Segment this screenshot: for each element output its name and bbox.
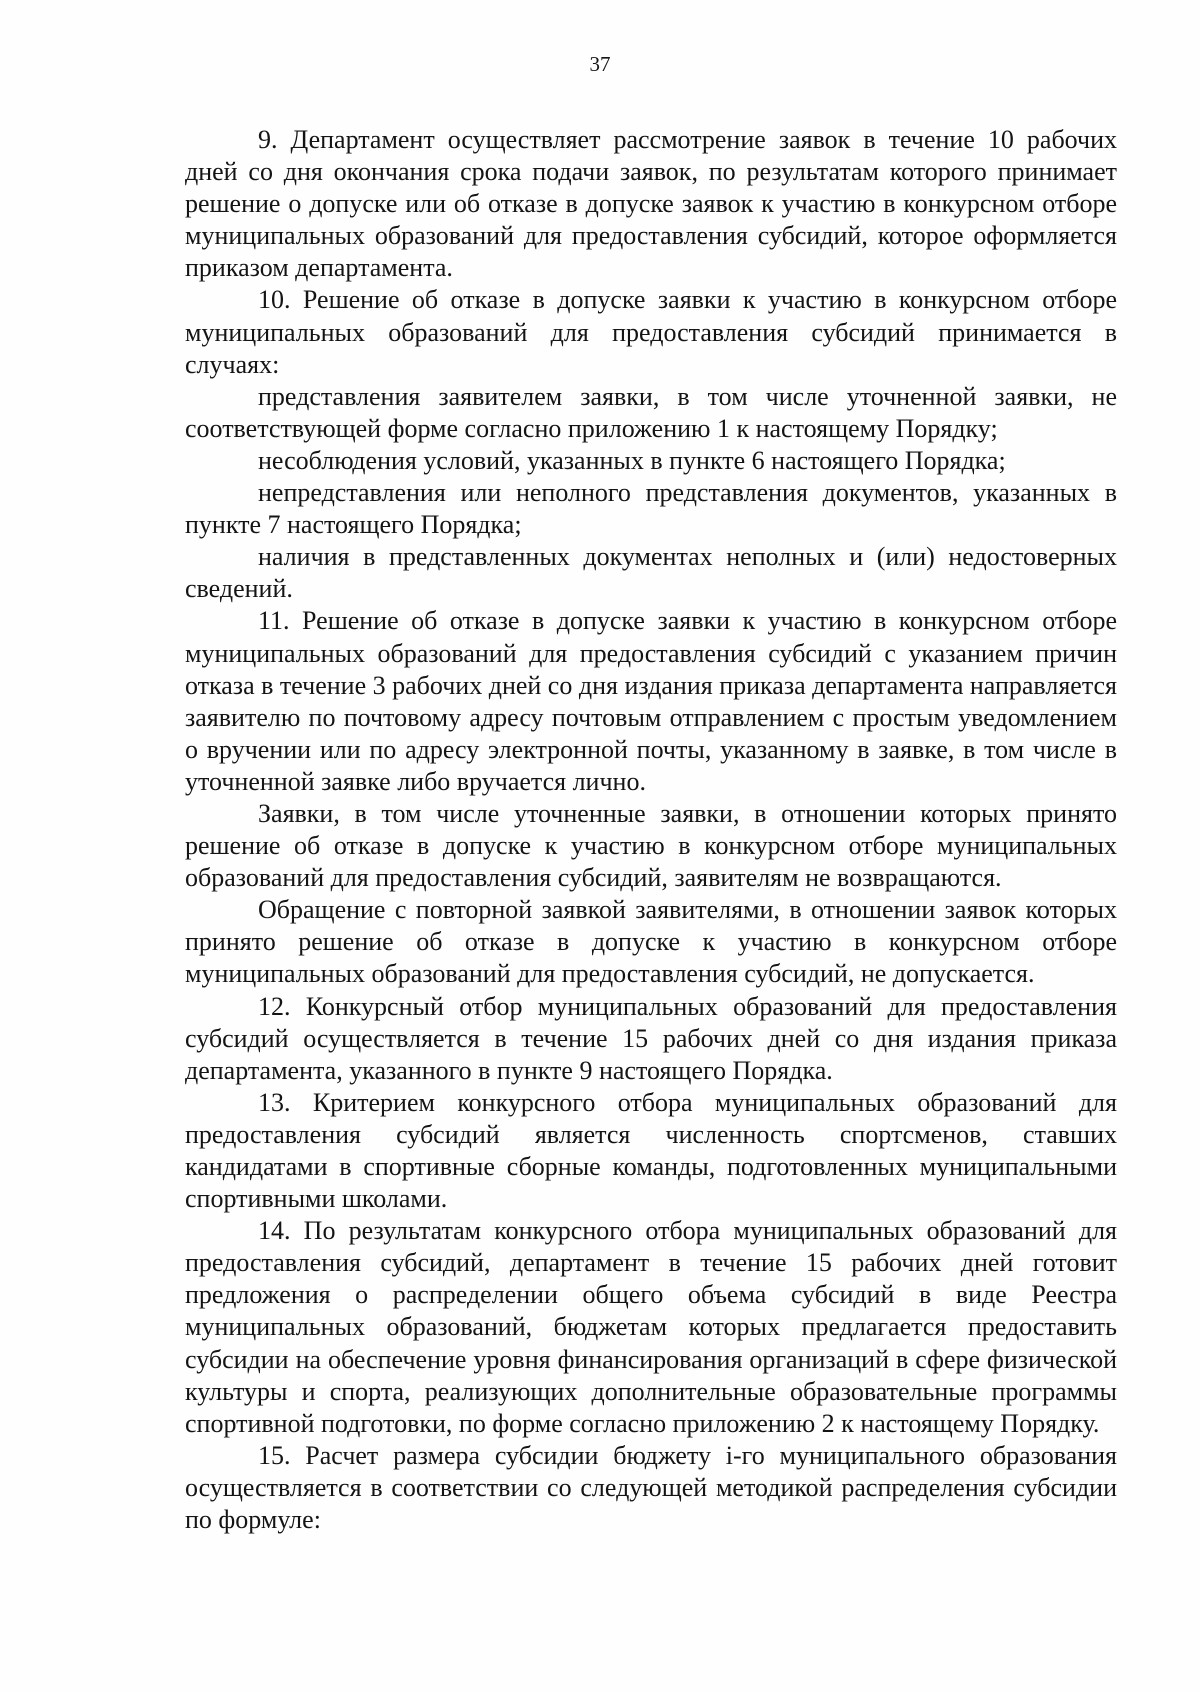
paragraph-10-case-1: представления заявителем заявки, в том числе уточненной заявки, не соответствующей форме согласно приложению 1 к настоящему Порядку; (185, 381, 1117, 443)
paragraph-9: 9. Департамент осуществляет рассмотрение заявок в течение 10 рабочих дней со дня окончания срока подачи заявок, по результатам которого принимает решение о допуске или об отказе в допуске заявок к участию в конкурсном отборе муниципальных образований для предоставления субсидий, которое оформляется приказом департамента. (185, 125, 1117, 283)
paragraph-10-case-4: наличия в представленных документах неполных и (или) недостоверных сведений. (185, 542, 1117, 604)
paragraph-15: 15. Расчет размера субсидии бюджету i-го муниципального образования осуществляется в соответствии со следующей методикой распределения субсидии по формуле: (185, 1440, 1117, 1535)
page-number: 37 (589, 52, 611, 76)
paragraph-11-note-2: Обращение с повторной заявкой заявителями, в отношении заявок которых принято решение об отказе в допуске к участию в конкурсном отборе муниципальных образований для предоставления субсидий, не допускается. (185, 895, 1117, 989)
paragraph-12: 12. Конкурсный отбор муниципальных образований для предоставления субсидий осуществляется в течение 15 рабочих дней со дня издания приказа департамента, указанного в пункте 9 настоящего Порядка. (185, 991, 1117, 1085)
paragraph-13: 13. Критерием конкурсного отбора муниципальных образований для предоставления субсидий является численность спортсменов, ставших кандидатами в спортивные сборные команды, подготовленных муниципальными спортивными школами. (185, 1087, 1117, 1214)
paragraph-10-case-2: несоблюдения условий, указанных в пункте 6 настоящего Порядка; (258, 445, 1006, 475)
paragraph-10-case-3: непредставления или неполного представления документов, указанных в пункте 7 настоящего Порядка; (185, 478, 1117, 540)
paragraph-14: 14. По результатам конкурсного отбора муниципальных образований для предоставления субсидий, департамент в течение 15 рабочих дней готовит предложения о распределении общего объема субсидий в виде Реестра муниципальных образований, бюджетам которых предлагается предоставить субсидии на обеспечение уровня финансирования организаций в сфере физической культуры и спорта, реализующих дополнительные образовательные программы спортивной подготовки, по форме согласно приложению 2 к настоящему Порядку. (185, 1216, 1117, 1438)
paragraph-11: 11. Решение об отказе в допуске заявки к участию в конкурсном отборе муниципальных образований для предоставления субсидий с указанием причин отказа в течение 3 рабочих дней со дня издания приказа департамента направляется заявителю по почтовому адресу почтовым отправлением с простым уведомлением о вручении или по адресу электронной почты, указанному в заявке, в том числе в уточненной заявке либо вручается лично. (185, 606, 1118, 796)
paragraph-10: 10. Решение об отказе в допуске заявки к участию в конкурсном отборе муниципальных образований для предоставления субсидий принимается в случаях: (185, 285, 1117, 379)
paragraph-11-note-1: Заявки, в том числе уточненные заявки, в отношении которых принято решение об отказе в допуске к участию в конкурсном отборе муниципальных образований для предоставления субсидий, заявителям не возвращаются. (185, 798, 1117, 893)
document-body (185, 124, 1117, 1536)
